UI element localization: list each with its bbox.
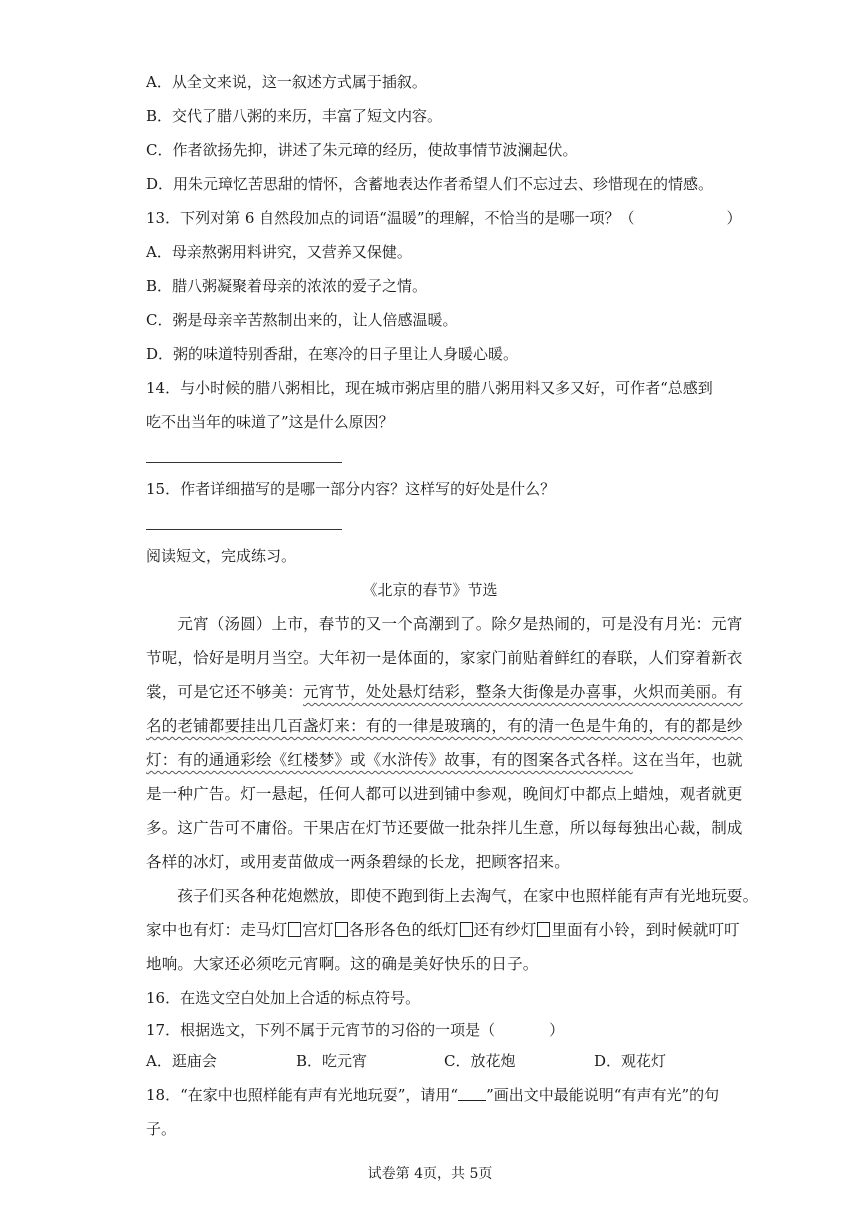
q13-paren-close: ） [726,209,742,227]
para1-line7: 多。这广告可不庸俗。干果店在灯节还要做一批杂拌儿生意，所以每每独出心裁，制成 [146,819,743,837]
para1-line6: 是一种广告。灯一悬起，任何人都可以进到铺中参观，晚间灯中都点上蜡烛，观者就更 [146,785,743,803]
punctuation-blank-2[interactable] [335,922,348,937]
q17-paren-close: ） [549,1021,565,1039]
para1-wavy-underline-1: 元宵节，处处悬灯结彩，整条大街像是办喜事，火炽而美丽。有 [303,683,743,701]
q13-option-a: A．母亲熬粥用料讲究，又营养又保健。 [146,243,412,261]
q14-answer-blank[interactable] [146,462,342,463]
page-footer: 试卷第 4页，共 5页 [367,1166,493,1182]
q13-stem-text: 13．下列对第 6 自然段加点的词语“温暖”的理解，不恰当的是哪一项？（ [146,209,635,227]
para1-line3 [146,682,743,702]
para1-line5-plain: 这在当年，也就 [632,751,743,769]
para2-text-5: 里面有小铃，到时候就叮叮 [551,921,740,939]
reading-instruction: 阅读短文，完成练习。 [146,547,297,565]
para1-line2: 节呢，恰好是明月当空。大年初一是体面的，家家门前贴着鲜红的春联，人们穿着新衣 [146,649,743,667]
q12-option-d: D．用朱元璋忆苦思甜的情怀，含蓄地表达作者希望人们不忘过去、珍惜现在的情感。 [146,175,714,193]
para1-line4: 名的老铺都要挂出几百盏灯来：有的一律是玻璃的，有的清一色是牛角的，有的都是纱 [146,717,743,735]
q16-stem: 16．在选文空白处加上合适的标点符号。 [146,989,421,1007]
q12-option-b: B．交代了腊八粥的来历，丰富了短文内容。 [146,107,443,125]
q17-option-a[interactable]: A．逛庙会 [146,1052,217,1070]
q13-option-b: B．腊八粥凝聚着母亲的浓浓的爱子之情。 [146,277,428,295]
para2-line3: 地响。大家还必须吃元宵啊。这的确是美好快乐的日子。 [146,955,539,973]
q12-option-c: C．作者欲扬先抑，讲述了朱元璋的经历，使故事情节波澜起伏。 [146,141,578,159]
q15-stem: 15．作者详细描写的是哪一部分内容？这样写的好处是什么？ [146,480,556,498]
q18-line1 [146,1085,719,1105]
q17-stem [146,1020,564,1040]
q14-line1: 14．与小时候的腊八粥相比，现在城市粥店里的腊八粥用料又多又好，可作者“总感到 [146,379,713,397]
q18-part2: ”画出文中最能说明“有声有光”的句 [486,1086,720,1104]
para1-line5 [146,750,743,770]
para2-text-4: 还有纱灯 [473,921,537,939]
para2-line2 [146,920,740,940]
punctuation-blank-3[interactable] [460,922,473,937]
underline-mark [458,1088,486,1101]
para1-line8: 各样的冰灯，或用麦苗做成一两条碧绿的长龙，把顾客招来。 [146,853,570,871]
q13-option-d: D．粥的味道特别香甜，在寒冷的日子里让人身暖心暖。 [146,345,519,363]
q15-answer-blank[interactable] [146,529,342,530]
para1-line1: 元宵（汤圆）上市，春节的又一个高潮到了。除夕是热闹的，可是没有月光：元宵 [146,615,743,633]
punctuation-blank-4[interactable] [537,922,550,937]
para2-text-3: 各形各色的纸灯 [348,921,459,939]
para2-line1: 孩子们买各种花炮燃放，即使不跑到街上去淘气，在家中也照样能有声有光地玩耍。 [146,887,759,905]
q18-line2: 子。 [146,1120,177,1138]
q12-option-a: A．从全文来说，这一叙述方式属于插叙。 [146,73,427,91]
q13-stem [146,208,742,228]
q17-option-d[interactable]: D．观花灯 [594,1052,667,1070]
q17-stem-text: 17．根据选文，下列不属于元宵节的习俗的一项是（ [146,1021,496,1039]
para1-line3-plain: 裳，可是它还不够美： [146,683,304,701]
q18-part1: 18．“在家中也照样能有声有光地玩耍”，请用“ [146,1086,459,1104]
para1-wavy-underline-2: 灯：有的通通彩绘《红楼梦》或《水浒传》故事，有的图案各式各样。 [146,751,633,769]
q14-line2: 吃不出当年的味道了”这是什么原因？ [146,413,394,431]
para2-text-2: 宫灯 [302,921,334,939]
para2-text-1: 家中也有灯：走马灯 [146,921,288,939]
q13-option-c: C．粥是母亲辛苦熬制出来的，让人倍感温暖。 [146,311,458,329]
q17-option-c[interactable]: C．放花炮 [444,1052,516,1070]
q17-option-b[interactable]: B．吃元宵 [296,1052,368,1070]
passage-title: 《北京的春节》节选 [362,581,498,599]
punctuation-blank-1[interactable] [288,922,301,937]
